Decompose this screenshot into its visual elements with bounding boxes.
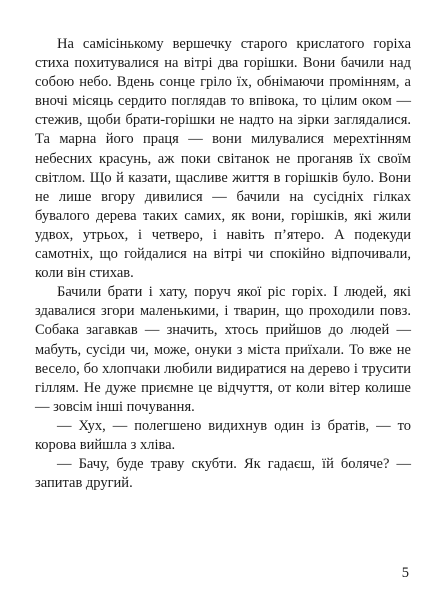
paragraph-1: На самісінькому вершечку старого крислатого горіха стиха похитувалися на вітрі два горішки. Вони бачили над собою небо. Вдень сонце гріло їх, обнімаючи промінням, а вночі місяць сердито поглядав то впівока, то цілим оком — стежив, щоби брати-горішки не надто на зірки заглядалися. Та марна його праця — вони милувалися мерехтінням небесних красунь, аж поки світанок не проганяв їх своїм світлом. Що й казати, щасливе життя в горішків було. Вони не лише вгору дивилися — бачили на сусідніх гілках бувалого дерева таких самих, як вони, горішків, які жили удвох, утрьох, і четверо, і навіть п’ятеро. А подекуди самотніх, що гойдалися на вітрі чи спокійно відпочивали, коли він стихав.	[35, 36, 411, 282]
body-text	[35, 35, 411, 493]
page-number: 5	[401, 565, 409, 581]
paragraph-3: — Хух, — полегшено видихнув один із братів, — то корова вийшла з хліва.	[35, 417, 411, 453]
paragraph-4: — Бачу, буде траву скубти. Як гадаєш, їй боляче? — запитав другий.	[35, 456, 411, 492]
paragraph-2: Бачили брати і хату, поруч якої ріс горіх. І людей, які здавалися згори маленькими, і тварин, що проходили повз. Собака загавкав — значить, хтось прийшов до людей — мабуть, сусіди чи, може, онуки з міста приїхали. То вже не весело, бо хлопчаки любили видиратися на дерево і трусити гіллям. Не дуже приємне це відчуття, от коли вітер колише — зовсім інші почування.	[35, 284, 411, 415]
